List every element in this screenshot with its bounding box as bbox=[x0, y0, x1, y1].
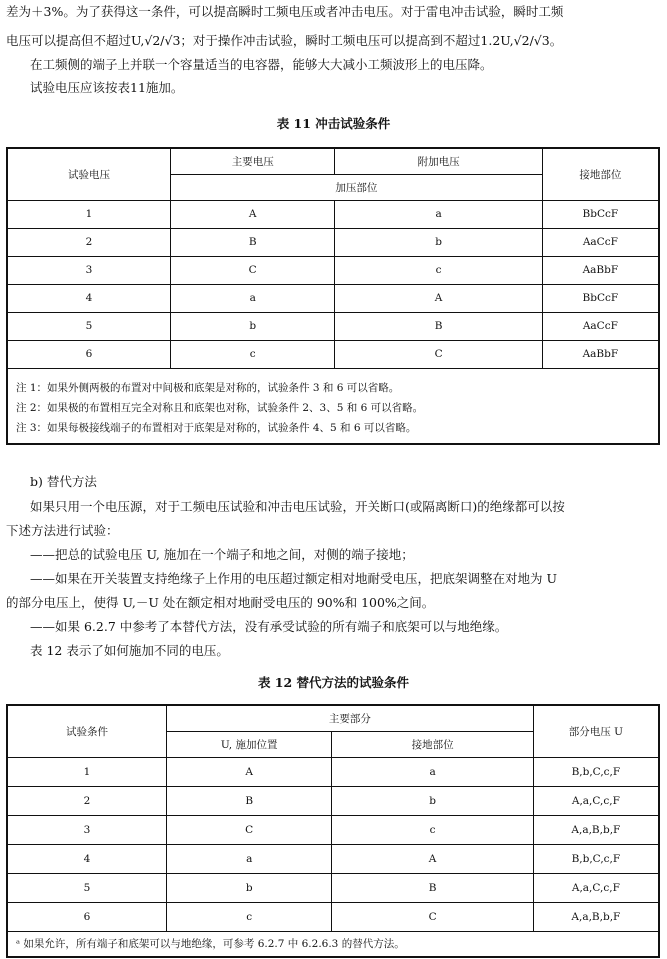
cell-partial: B,b,C,c,F bbox=[533, 757, 659, 786]
text-line-2: 电压可以提高但不超过U,√2/√3；对于操作冲击试验，瞬时工频电压可以提高到不超过1.2U,√2/√3。 bbox=[6, 33, 563, 48]
section-b-item-2a: ——如果在开关装置支持绝缘子上作用的电压超过额定相对地耐受电压，把底架调整在对地为 U bbox=[30, 571, 558, 586]
table-row bbox=[7, 815, 659, 844]
note-1: 注 1：如果外侧两极的布置对中间极和底架是对称的，试验条件 3 和 6 可以省略。 bbox=[16, 381, 400, 394]
header-ground-position: 接地部位 bbox=[542, 148, 659, 200]
table-row bbox=[7, 312, 659, 340]
table-row bbox=[7, 902, 659, 931]
header-main-part: 主要部分 bbox=[166, 705, 533, 731]
cell-number: 3 bbox=[7, 256, 170, 284]
cell-number: 4 bbox=[7, 284, 170, 312]
cell-extra: A bbox=[335, 284, 542, 312]
cell-number: 3 bbox=[7, 815, 166, 844]
table-row bbox=[7, 844, 659, 873]
cell-applied: A bbox=[166, 757, 331, 786]
cell-ground: b bbox=[332, 786, 533, 815]
cell-partial: A,a,C,c,F bbox=[533, 873, 659, 902]
cell-partial: A,a,B,b,F bbox=[533, 815, 659, 844]
cell-partial: A,a,C,c,F bbox=[533, 786, 659, 815]
header-extra-voltage: 附加电压 bbox=[335, 148, 542, 174]
section-b-item-2b: 的部分电压上，使得 U,－U 处在额定相对地耐受电压的 90%和 100%之间。 bbox=[6, 595, 435, 610]
section-b-last-line: 表 12 表示了如何施加不同的电压。 bbox=[30, 643, 229, 658]
cell-applied: b bbox=[166, 873, 331, 902]
cell-number: 2 bbox=[7, 786, 166, 815]
cell-main: C bbox=[170, 256, 334, 284]
table-row bbox=[7, 256, 659, 284]
cell-number: 5 bbox=[7, 873, 166, 902]
table-row bbox=[7, 284, 659, 312]
cell-extra: B bbox=[335, 312, 542, 340]
cell-ground: AaBbF bbox=[542, 256, 659, 284]
cell-main: B bbox=[170, 228, 334, 256]
cell-number: 1 bbox=[7, 200, 170, 228]
table11-notes bbox=[7, 368, 659, 444]
text-line-1: 差为＋3%。为了获得这一条件，可以提高瞬时工频电压或者冲击电压。对于雷电冲击试验，瞬时工频 bbox=[6, 4, 564, 19]
text-line-4: 试验电压应该按表11施加。 bbox=[30, 80, 184, 95]
cell-ground: AaCcF bbox=[542, 312, 659, 340]
cell-ground: AaBbF bbox=[542, 340, 659, 368]
cell-extra: b bbox=[335, 228, 542, 256]
table-row bbox=[7, 200, 659, 228]
cell-applied: C bbox=[166, 815, 331, 844]
table-row bbox=[7, 228, 659, 256]
header-test-condition: 试验条件 bbox=[7, 705, 166, 757]
section-b-item-1: ——把总的试验电压 U, 施加在一个端子和地之间，对侧的端子接地； bbox=[30, 547, 414, 562]
cell-partial: A,a,B,b,F bbox=[533, 902, 659, 931]
cell-ground: B bbox=[332, 873, 533, 902]
table-row bbox=[7, 340, 659, 368]
cell-number: 6 bbox=[7, 340, 170, 368]
text-line-3: 在工频侧的端子上并联一个容量适当的电容器，能够大大减小工频波形上的电压降。 bbox=[30, 57, 493, 72]
cell-ground: A bbox=[332, 844, 533, 873]
cell-number: 5 bbox=[7, 312, 170, 340]
cell-main: A bbox=[170, 200, 334, 228]
cell-main: b bbox=[170, 312, 334, 340]
table11-caption: 表 11 冲击试验条件 bbox=[276, 116, 391, 131]
table-12 bbox=[6, 704, 660, 958]
cell-main: c bbox=[170, 340, 334, 368]
table12-footnote: ᵃ 如果允许，所有端子和底架可以与地绝缘，可参考 6.2.7 中 6.2.6.3 的替代方法。 bbox=[7, 931, 659, 957]
table-11 bbox=[6, 147, 660, 445]
cell-ground: BbCcF bbox=[542, 200, 659, 228]
table-row bbox=[7, 786, 659, 815]
cell-number: 1 bbox=[7, 757, 166, 786]
cell-ground: c bbox=[332, 815, 533, 844]
cell-applied: a bbox=[166, 844, 331, 873]
cell-number: 4 bbox=[7, 844, 166, 873]
header-partial-voltage: 部分电压 U bbox=[533, 705, 659, 757]
table12-caption: 表 12 替代方法的试验条件 bbox=[257, 675, 410, 690]
cell-number: 2 bbox=[7, 228, 170, 256]
note-2: 注 2：如果极的布置相互完全对称且和底架也对称，试验条件 2、3、5 和 6 可以省略。 bbox=[16, 401, 424, 414]
header-test-voltage: 试验电压 bbox=[7, 148, 170, 200]
cell-ground: C bbox=[332, 902, 533, 931]
header-applied-position: U, 施加位置 bbox=[166, 731, 331, 757]
cell-ground: BbCcF bbox=[542, 284, 659, 312]
table-row bbox=[7, 757, 659, 786]
note-3: 注 3：如果每极接线端子的布置相对于底架是对称的，试验条件 4、5 和 6 可以省略。 bbox=[16, 421, 417, 434]
section-b-heading: b) 替代方法 bbox=[30, 474, 97, 489]
header-applied-position: 加压部位 bbox=[170, 174, 542, 200]
cell-applied: c bbox=[166, 902, 331, 931]
cell-main: a bbox=[170, 284, 334, 312]
cell-partial: B,b,C,c,F bbox=[533, 844, 659, 873]
header-ground-position: 接地部位 bbox=[332, 731, 533, 757]
header-main-voltage: 主要电压 bbox=[170, 148, 334, 174]
cell-extra: C bbox=[335, 340, 542, 368]
cell-extra: c bbox=[335, 256, 542, 284]
section-b-line-2: 下述方法进行试验： bbox=[6, 523, 119, 538]
cell-ground: AaCcF bbox=[542, 228, 659, 256]
cell-ground: a bbox=[332, 757, 533, 786]
cell-number: 6 bbox=[7, 902, 166, 931]
table-row bbox=[7, 873, 659, 902]
cell-applied: B bbox=[166, 786, 331, 815]
section-b-item-3: ——如果 6.2.7 中参考了本替代方法，没有承受试验的所有端子和底架可以与地绝缘。 bbox=[30, 619, 508, 634]
section-b-line-1: 如果只用一个电压源，对于工频电压试验和冲击电压试验，开关断口(或隔离断口)的绝缘都可以按 bbox=[30, 499, 565, 514]
cell-extra: a bbox=[335, 200, 542, 228]
